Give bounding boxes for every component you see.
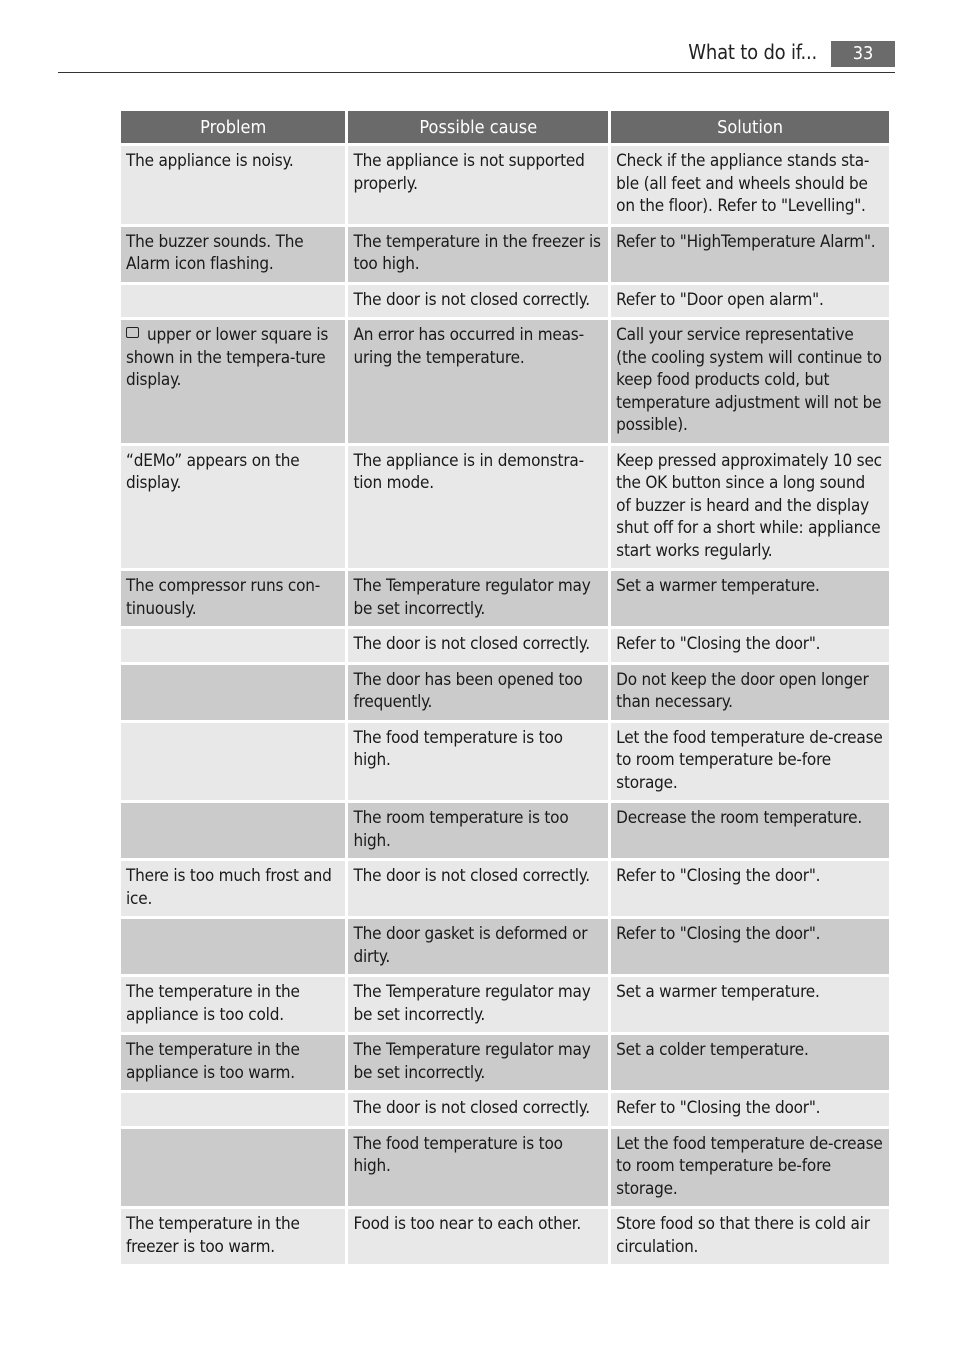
cause-cell: The food temperature is too high. (348, 723, 608, 801)
solution-cell: Refer to "Closing the door". (611, 919, 889, 974)
solution-cell: Keep pressed approximately 10 sec the OK button since a long sound of buzzer is heard and the display shut off for a short while: appliance start works regularly. (611, 446, 889, 569)
solution-cell: Call your service representative (the cooling system will continue to keep food products cold, but temperature adjustment will not be possible). (611, 320, 889, 443)
solution-cell: Let the food temperature de-crease to room temperature be-fore storage. (611, 1129, 889, 1207)
problem-cell (121, 803, 345, 858)
table-row (121, 227, 889, 282)
solution-cell: Refer to "HighTemperature Alarm". (611, 227, 889, 282)
cause-cell: The temperature in the freezer is too high. (348, 227, 608, 282)
page-header (58, 38, 895, 73)
problem-cell: The temperature in the appliance is too cold. (121, 977, 345, 1032)
square-display-icon (126, 327, 139, 338)
solution-cell: Check if the appliance stands sta-ble (all feet and wheels should be on the floor). Refer to "Levelling". (611, 146, 889, 224)
problem-text: upper or lower square is shown in the tempera-ture display. (126, 325, 329, 390)
table-row (121, 919, 889, 974)
table-row (121, 1129, 889, 1207)
header-problem: Problem (121, 111, 345, 143)
cause-cell: An error has occurred in meas-uring the temperature. (348, 320, 608, 443)
cause-cell: The door has been opened too frequently. (348, 665, 608, 720)
solution-cell: Decrease the room temperature. (611, 803, 889, 858)
table-row (121, 1035, 889, 1090)
troubleshooting-table (118, 108, 892, 1267)
cause-cell: The door is not closed correctly. (348, 629, 608, 662)
problem-cell (121, 665, 345, 720)
cause-cell: The door is not closed correctly. (348, 1093, 608, 1126)
solution-cell: Refer to "Closing the door". (611, 629, 889, 662)
cause-cell: The food temperature is too high. (348, 1129, 608, 1207)
solution-cell: Refer to "Closing the door". (611, 861, 889, 916)
problem-cell (121, 723, 345, 801)
problem-cell (121, 919, 345, 974)
cause-cell: The Temperature regulator may be set incorrectly. (348, 1035, 608, 1090)
table-row (121, 803, 889, 858)
problem-cell: “dEMo” appears on the display. (121, 446, 345, 569)
problem-cell (121, 320, 345, 443)
solution-cell: Refer to "Door open alarm". (611, 285, 889, 318)
table-row (121, 571, 889, 626)
cause-cell: The room temperature is too high. (348, 803, 608, 858)
section-title: What to do if... (688, 40, 817, 64)
cause-cell: The Temperature regulator may be set incorrectly. (348, 571, 608, 626)
cause-cell: The Temperature regulator may be set incorrectly. (348, 977, 608, 1032)
table-row (121, 723, 889, 801)
problem-cell: There is too much frost and ice. (121, 861, 345, 916)
problem-cell: The compressor runs con-tinuously. (121, 571, 345, 626)
table-row (121, 146, 889, 224)
cause-cell: The appliance is not supported properly. (348, 146, 608, 224)
solution-cell: Let the food temperature de-crease to room temperature be-fore storage. (611, 723, 889, 801)
table-row (121, 285, 889, 318)
table-row (121, 977, 889, 1032)
solution-cell: Set a warmer temperature. (611, 571, 889, 626)
table-row (121, 665, 889, 720)
problem-cell (121, 1129, 345, 1207)
solution-cell: Store food so that there is cold air circulation. (611, 1209, 889, 1264)
problem-cell (121, 1093, 345, 1126)
cause-cell: The door is not closed correctly. (348, 861, 608, 916)
table-row (121, 629, 889, 662)
problem-cell (121, 285, 345, 318)
solution-cell: Refer to "Closing the door". (611, 1093, 889, 1126)
page-number: 33 (831, 41, 895, 67)
cause-cell: Food is too near to each other. (348, 1209, 608, 1264)
cause-cell: The appliance is in demonstra-tion mode. (348, 446, 608, 569)
problem-cell: The temperature in the appliance is too warm. (121, 1035, 345, 1090)
table-row (121, 320, 889, 443)
table-row (121, 1209, 889, 1264)
solution-cell: Set a warmer temperature. (611, 977, 889, 1032)
table-row (121, 446, 889, 569)
header-solution: Solution (611, 111, 889, 143)
problem-cell: The temperature in the freezer is too warm. (121, 1209, 345, 1264)
table-row (121, 1093, 889, 1126)
problem-cell: The appliance is noisy. (121, 146, 345, 224)
solution-cell: Set a colder temperature. (611, 1035, 889, 1090)
table-row (121, 861, 889, 916)
header-possible-cause: Possible cause (348, 111, 608, 143)
cause-cell: The door is not closed correctly. (348, 285, 608, 318)
problem-cell (121, 629, 345, 662)
table-header-row (121, 111, 889, 143)
solution-cell: Do not keep the door open longer than necessary. (611, 665, 889, 720)
cause-cell: The door gasket is deformed or dirty. (348, 919, 608, 974)
problem-cell: The buzzer sounds. The Alarm icon flashing. (121, 227, 345, 282)
